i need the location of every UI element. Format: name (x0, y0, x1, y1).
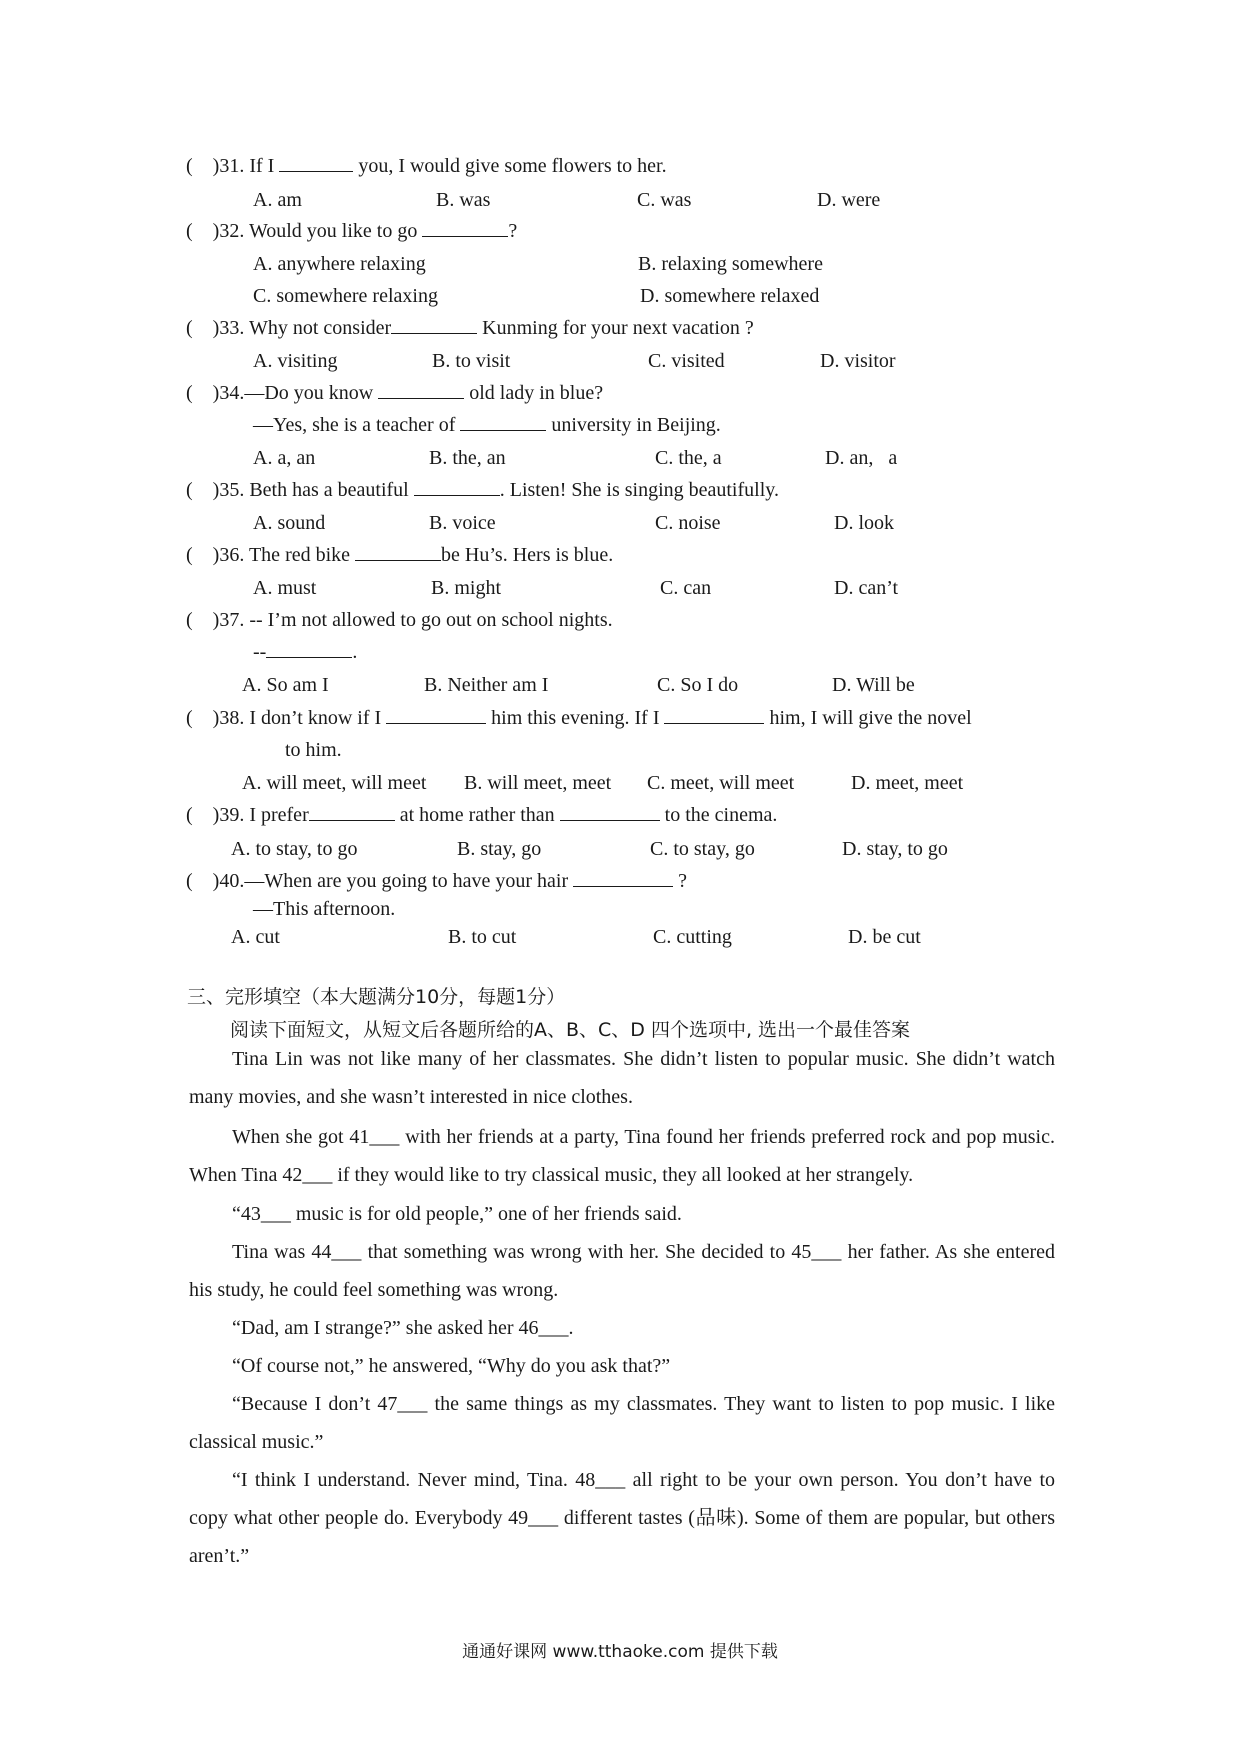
option-a: A. must (253, 577, 317, 599)
passage-paragraph: When she got 41___ with her friends at a party, Tina found her friends preferred rock and pop music. When Tina 42___ if they would like to try classical music, they all looked at her strangely. (189, 1126, 1055, 1186)
answer-blank (355, 542, 441, 561)
option-b: B. relaxing somewhere (638, 253, 823, 275)
question-40-line2: —This afternoon. (253, 898, 396, 920)
option-d: D. stay, to go (842, 838, 948, 860)
answer-blank (391, 315, 477, 334)
answer-blank (309, 802, 395, 821)
section-heading: 三、完形填空（本大题满分10分，每题1分） (187, 986, 566, 1008)
option-c: C. can (660, 577, 712, 599)
passage-paragraph: “Of course not,” he answered, “Why do you ask that?” (232, 1355, 671, 1377)
passage-paragraph: “43___ music is for old people,” one of her friends said. (232, 1203, 682, 1225)
option-b: B. to cut (448, 926, 517, 948)
question-38: ( )38. I don’t know if I him this evening. If I him, I will give the novel (186, 707, 972, 729)
answer-blank (560, 802, 660, 821)
section-instruction: 阅读下面短文，从短文后各题所给的A、B、C、D 四个选项中, 选出一个最佳答案 (230, 1019, 911, 1041)
option-b: B. will meet, meet (464, 772, 612, 794)
passage-paragraph: Tina Lin was not like many of her classmates. She didn’t listen to popular music. She didn’t watch many movies, and she wasn’t interested in nice clothes. (189, 1048, 1055, 1108)
answer-blank (386, 705, 486, 724)
passage-paragraph: “Because I don’t 47___ the same things as my classmates. They want to listen to pop music. I like classical music.” (189, 1393, 1055, 1453)
question-31: ( )31. If I you, I would give some flowers to her. (186, 155, 667, 177)
passage-paragraph: “Dad, am I strange?” she asked her 46___. (232, 1317, 574, 1339)
question-37-line2: -- . (253, 641, 358, 663)
option-d: D. were (817, 189, 881, 211)
option-c: C. to stay, go (650, 838, 755, 860)
option-d: D. Will be (832, 674, 915, 696)
option-d: D. meet, meet (851, 772, 964, 794)
option-b: B. voice (429, 512, 496, 534)
option-c: C. visited (648, 350, 725, 372)
option-c: C. So I do (657, 674, 739, 696)
option-b: B. the, an (429, 447, 506, 469)
option-c: C. meet, will meet (647, 772, 795, 794)
option-d: D. be cut (848, 926, 921, 948)
option-a: A. am (253, 189, 302, 211)
option-d: D. look (834, 512, 894, 534)
question-35: ( )35. Beth has a beautiful . Listen! She is singing beautifully. (186, 479, 779, 501)
answer-blank (279, 153, 353, 172)
option-c: C. noise (655, 512, 721, 534)
question-33: ( )33. Why not consider Kunming for your next vacation ? (186, 317, 754, 339)
answer-blank (573, 868, 673, 887)
option-b: B. might (431, 577, 502, 599)
option-c: C. somewhere relaxing (253, 285, 438, 307)
option-a: A. So am I (242, 674, 329, 696)
option-d: D. an, a (825, 447, 898, 469)
answer-blank (664, 705, 764, 724)
option-d: D. somewhere relaxed (640, 285, 820, 307)
passage-paragraph: “I think I understand. Never mind, Tina. 48___ all right to be your own person. You don’t have to copy what other people do. Everybody 49___ different tastes (品味). Some of them are popular, but others aren’t.” (189, 1469, 1055, 1567)
answer-blank (422, 218, 508, 237)
option-a: A. to stay, to go (231, 838, 358, 860)
option-c: C. the, a (655, 447, 722, 469)
option-b: B. to visit (432, 350, 511, 372)
passage-paragraph: Tina was 44___ that something was wrong with her. She decided to 45___ her father. As she entered his study, he could feel something was wrong. (189, 1241, 1055, 1301)
question-32: ( )32. Would you like to go ? (186, 220, 518, 242)
question-36: ( )36. The red bike be Hu’s. Hers is blue. (186, 544, 614, 566)
option-a: A. sound (253, 512, 326, 534)
answer-blank (266, 639, 352, 658)
answer-blank (378, 380, 464, 399)
option-b: B. was (436, 189, 491, 211)
option-c: C. was (637, 189, 692, 211)
option-a: A. a, an (253, 447, 316, 469)
option-b: B. stay, go (457, 838, 542, 860)
page-footer: 通通好课网 www.tthaoke.com 提供下载 (462, 1642, 778, 1662)
question-37: ( )37. -- I’m not allowed to go out on school nights. (186, 609, 613, 631)
option-a: A. visiting (253, 350, 338, 372)
option-a: A. anywhere relaxing (253, 253, 426, 275)
answer-blank (414, 477, 500, 496)
answer-blank (460, 412, 546, 431)
question-39: ( )39. I prefer at home rather than to the cinema. (186, 804, 778, 826)
option-b: B. Neither am I (424, 674, 549, 696)
option-d: D. can’t (834, 577, 899, 599)
question-38-line2: to him. (285, 739, 342, 761)
option-d: D. visitor (820, 350, 896, 372)
question-40: ( )40.—When are you going to have your hair ? (186, 870, 688, 892)
option-a: A. cut (231, 926, 280, 948)
question-34: ( )34.—Do you know old lady in blue? (186, 382, 604, 404)
option-c: C. cutting (653, 926, 732, 948)
question-34-line2: —Yes, she is a teacher of university in Beijing. (253, 414, 721, 436)
option-a: A. will meet, will meet (242, 772, 427, 794)
